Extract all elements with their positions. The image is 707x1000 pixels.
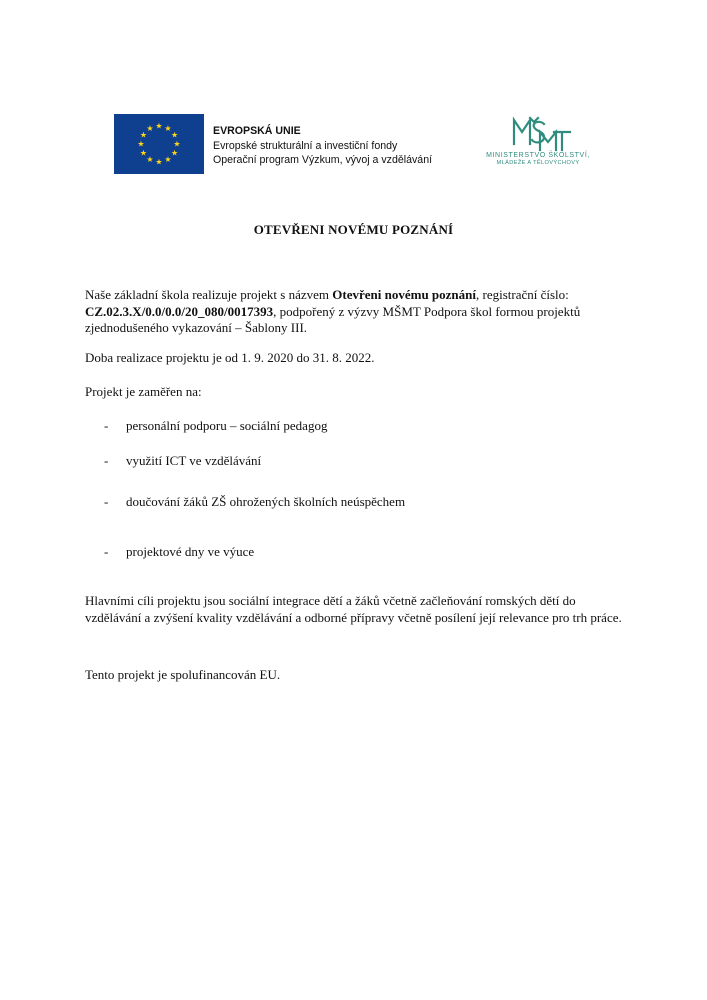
list-marker: -	[104, 544, 109, 559]
list-item	[104, 453, 261, 469]
msmt-caption	[478, 152, 598, 166]
list-marker: -	[104, 418, 109, 433]
list-item	[104, 544, 254, 560]
svg-text:★: ★	[146, 155, 154, 165]
goals-paragraph: Hlavními cíli projektu jsou sociální integrace dětí a žáků včetně začleňování romských dětí do vzdělávání a zvýšení kvality vzdělávání a odborné přípravy včetně posílení její relevance pro trh práce.	[85, 593, 622, 625]
svg-text:★: ★	[155, 121, 163, 131]
list-item-text: doučování žáků ZŠ ohrožených školních neúspěchem	[126, 494, 406, 509]
intro-text-c: , registrační číslo:	[476, 287, 569, 302]
eu-line-1: EVROPSKÁ UNIE	[213, 125, 301, 137]
eu-line-2: Evropské strukturální a investiční fondy	[213, 139, 398, 152]
svg-text:★: ★	[173, 139, 181, 149]
focus-intro: Projekt je zaměřen na:	[85, 384, 202, 399]
svg-text:★: ★	[139, 148, 147, 158]
svg-text:★: ★	[171, 148, 179, 158]
svg-text:★: ★	[164, 155, 172, 165]
registration-number: CZ.02.3.X/0.0/0.0/20_080/0017393	[85, 303, 274, 319]
svg-text:★: ★	[137, 139, 145, 149]
svg-text:★: ★	[139, 130, 147, 140]
list-marker: -	[104, 494, 109, 509]
project-name: Otevřeni novému poznání	[332, 287, 476, 302]
document-title: OTEVŘENI NOVÉMU POZNÁNÍ	[253, 222, 454, 237]
eu-line-3: Operační program Výzkum, vývoj a vzdělávání	[213, 154, 433, 166]
svg-text:★: ★	[164, 123, 172, 133]
intro-text-e: , podpořený z výzvy MŠMT Podpora škol formou projektů zjednodušeného vykazování – Šablony III.	[85, 303, 581, 336]
list-item-text: projektové dny ve výuce	[126, 544, 255, 559]
realization-period: Doba realizace projektu je od 1. 9. 2020 do 31. 8. 2022.	[85, 350, 375, 365]
svg-text:★: ★	[146, 123, 154, 133]
msmt-caption-line-1: MINISTERSTVO ŠKOLSTVÍ,	[486, 152, 590, 159]
msmt-logo	[478, 114, 598, 176]
intro-text-a: Naše základní škola realizuje projekt s názvem	[85, 287, 333, 302]
eu-stars-icon	[114, 114, 204, 174]
list-item	[104, 494, 405, 510]
list-item	[104, 418, 327, 434]
svg-text:★: ★	[171, 130, 179, 140]
list-item-text: personální podporu – sociální pedagog	[126, 418, 328, 433]
eu-flag-logo	[114, 114, 204, 174]
list-marker: -	[104, 453, 109, 468]
msmt-caption-line-2: MLÁDEŽE A TĚLOVÝCHOVY	[496, 160, 580, 166]
svg-text:★: ★	[155, 157, 163, 167]
intro-paragraph	[85, 287, 630, 337]
list-item-text: využití ICT ve vzdělávání	[126, 453, 262, 468]
funding-note: Tento projekt je spolufinancován EU.	[85, 667, 281, 682]
eu-program-text	[213, 124, 432, 168]
